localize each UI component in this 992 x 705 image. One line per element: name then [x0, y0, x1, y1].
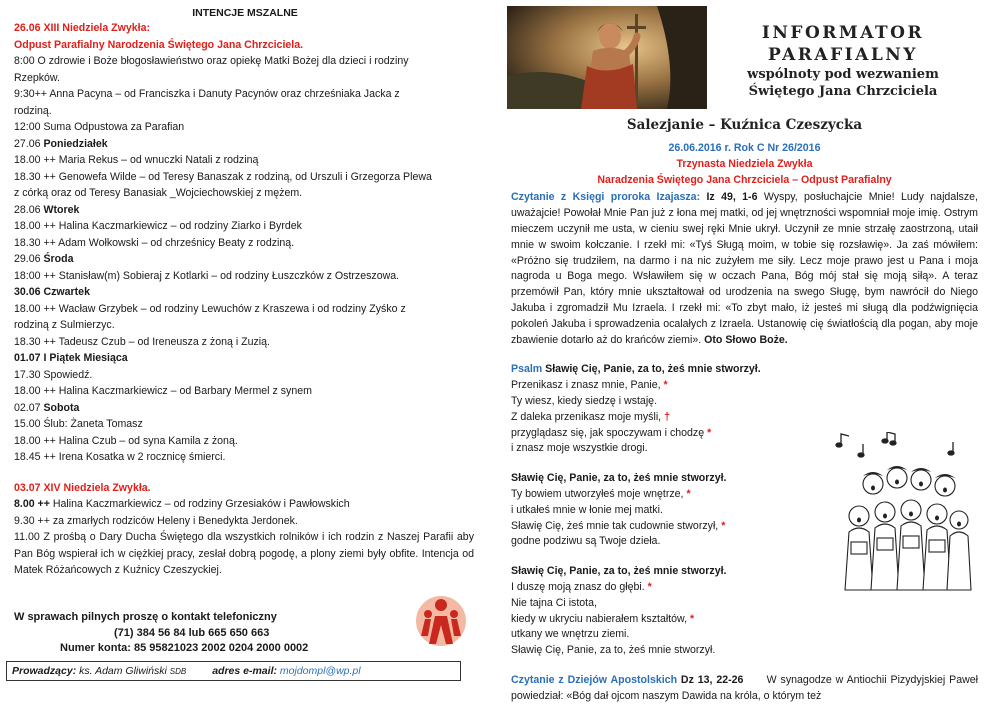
psalm-line: Ty bowiem utworzyłeś moje wnętrze, * [511, 487, 691, 500]
day-date: 27.06 [14, 137, 44, 150]
intention-line: 18.30 ++ Tadeusz Czub – od Ireneusza z żoną i Zuzią. [14, 335, 270, 348]
reading-label: Czytanie z Księgi proroka Izajasza: [511, 191, 701, 204]
feast-name: Naradzenia Świętego Jana Chrzciciela – Odpust Parafialny [597, 173, 892, 186]
footer-box [6, 661, 461, 681]
masthead-title: INFORMATOR [761, 23, 925, 43]
intention-line: 18.00 ++ Halina Kaczmarkiewicz – od rodziny Ziarko i Byrdek [14, 220, 302, 232]
footer-email-label: adres e-mail: [212, 665, 277, 677]
psalm-line: Ty wiesz, kiedy siedzę i wstaję. [511, 394, 658, 407]
day-heading-0307: 03.07 XIV Niedziela Zwykła. [14, 481, 151, 494]
day-name: Poniedziałek [43, 137, 108, 150]
account-number: Numer konta: 85 95821023 2002 0204 2000 0002 [60, 642, 309, 654]
intention-line: rodziną. [14, 104, 52, 117]
intention-line: 17.30 Spowiedź. [14, 368, 93, 381]
intention-line [14, 496, 476, 513]
masthead-title: PARAFIALNY [768, 45, 918, 65]
reading-text: W synagodze w Antiochii Pizydyjskiej Paweł powiedział: «Bóg dał ojcom naszym Dawida na króla, o którym też [511, 673, 981, 702]
psalm-refrain: Sławię Cię, Panie, za to, żeś mnie stworzył. [511, 472, 727, 485]
intention-line: 18.30 ++ Genowefa Wilde – od Teresy Banaszak z rodziną, od Urszuli i Grzegorza Plewa [14, 170, 432, 183]
intention-line: Rzepków. [14, 71, 60, 84]
phone-numbers: (71) 384 56 84 lub 665 650 663 [114, 626, 270, 639]
intention-line: 18.00 ++ Maria Rekus – od wnuczki Natali z rodziną [14, 154, 259, 166]
saint-painting [507, 6, 707, 109]
day-name: Sobota [43, 401, 80, 414]
day-heading-2906 [14, 251, 476, 268]
day-heading-2806 [14, 202, 476, 219]
day-heading-0207 [14, 400, 476, 417]
psalm-line: utkany we wnętrzu ziemi. [511, 628, 630, 641]
intentions-heading: INTENCJE MSZALNE [192, 7, 298, 19]
day-name: Środa [43, 253, 74, 265]
intention-line: 8:00 O zdrowie i Boże błogosławieństwo oraz opiekę Matki Bożej dla dzieci i rodziny [14, 55, 409, 67]
footer-email[interactable]: mojdompl@wp.pl [279, 665, 361, 677]
day-heading-0107: 01.07 I Piątek Miesiąca [14, 352, 128, 364]
reading-ref: Iz 49, 1-6 [700, 191, 758, 204]
psalm-line: godne podziwu są Twoje dzieła. [511, 535, 661, 548]
day-name: Wtorek [43, 203, 80, 216]
masthead [709, 22, 977, 100]
intention-line: 18.45 ++ Irena Kosatka w 2 rocznicę śmierci. [14, 451, 226, 463]
reading-text: Wyspy, posłuchajcie Mnie! Ludy najdalsze, uważajcie! Powołał Mnie Pan już z łona mej matki, od jej wnętrzności wspomniał moje imię. Ostrym mieczem uczynił me usta, w cieniu swej ręki Mnie ukrył. Uczynił ze mnie strzałę zaostrzoną, utaił mnie w swoim kołczanie. I rzekł mi: «Tyś Sługą moim, w tobie się rozsławię». Ja zaś mówiłem: «Próżno się trudziłem, na darmo i na nic zużyłem me siły. Lecz moje prawo jest u Pana i moja nagroda u Boga mego. Wsławiłem się w oczach Pana, Bóg mój stał się moją siłą». A teraz przemówił Pan, który mnie ukształtował od urodzenia na swego Sługę, bym nawrócił do Niego Jakuba i zgromadził Mu Izraela. I rzekł mi: «To zbyt mało, iż jesteś mi sługą dla podźwignięcia pokoleń Jakuba i sprowadzenia ocalałych z Izraela. Ustanowię cię światłością dla pogan, aby moje zbawienie dotarło aż do krańców ziemi». [511, 191, 978, 346]
intention-line: 15.00 Ślub: Żaneta Tomasz [14, 418, 143, 430]
intention-line: 9.30 ++ za zmarłych rodziców Heleny i Benedykta Jerdonek. [14, 514, 298, 527]
footer-name: ks. Adam Gliwiński [76, 665, 170, 677]
psalm-refrain: Sławię Cię, Panie, za to, żeś mnie stworzył. [511, 565, 727, 578]
left-column [14, 0, 476, 579]
sunday-name: Trzynasta Niedziela Zwykła [676, 157, 813, 170]
intention-line: 9:30++ Anna Pacyna – od Franciszka i Danuty Pacynów oraz chrześniaka Jacka z [14, 88, 400, 100]
intention-line: 18.30 ++ Adam Wołkowski – od chrześnicy Beaty z rodziną. [14, 236, 295, 249]
contact-line: W sprawach pilnych proszę o kontakt telefoniczny [14, 611, 277, 623]
intention-line: z córką oraz od Teresy Banasiak _Wojciechowskiej z mężem. [14, 187, 303, 199]
intention-line: 18.00 ++ Halina Czub – od syna Kamila z żoną. [14, 434, 238, 447]
choir-illustration [835, 432, 975, 592]
contact-block [14, 610, 394, 657]
intention-line: 18:00 ++ Stanisław(m) Sobieraj z Kotlarki – od rodziny Łuszczków z Ostrzeszowa. [14, 269, 400, 282]
psalm-line: i znasz moje wszystkie drogi. [511, 442, 648, 455]
intention-time: 8.00 ++ [14, 498, 50, 510]
psalm-line: I duszę moją znasz do głębi. * [511, 580, 652, 593]
psalm-label: Psalm [511, 363, 543, 376]
psalm-line: Nie tajna Ci istota, [511, 596, 597, 609]
psalm-line: Sławię Cię, Panie, za to, żeś mnie stworzył. [511, 644, 716, 657]
psalm-line: Sławię Cię, żeś mnie tak cudownie stworzył, * [511, 519, 726, 532]
reading-end: Oto Słowo Boże. [701, 333, 788, 346]
first-reading [511, 190, 978, 348]
psalm-line: Z daleka przenikasz moje myśli, † [511, 410, 670, 423]
day-date: 29.06 [14, 253, 44, 265]
footer-sdb: SDB [169, 667, 187, 676]
parish-block [511, 117, 978, 133]
psalm-line: Przenikasz i znasz mnie, Panie, * [511, 379, 668, 392]
intention-text: Halina Kaczmarkiewicz – od rodziny Grzesiaków i Pawłowskich [49, 498, 350, 510]
intention-paragraph: 11.00 Z prośbą o Dary Ducha Świętego dla wszystkich rolników i ich rodzin z Naszej Parafii aby Pan Bóg wspierał ich w ciężkiej pracy, zesłał dobrą pogodę, a plony ziemi były obfite. Intencja od Matek Różańcowych z Kuźnicy Czeszyckiej. [14, 531, 474, 576]
day-date: 02.07 [14, 401, 44, 414]
intention-line: rodziną z Sulmierzyc. [14, 319, 115, 331]
reading-label: Czytanie z Dziejów Apostolskich [511, 673, 678, 686]
day-heading-2706 [14, 136, 476, 153]
psalm-heading [511, 362, 978, 378]
psalm-line: kiedy w ukryciu nabierałem kształtów, * [511, 612, 695, 625]
intention-line: 18.00 ++ Wacław Grzybek – od rodziny Lewuchów z Kraszewa i od rodziny Zyśko z [14, 302, 406, 315]
right-column [511, 141, 981, 705]
second-reading [511, 673, 981, 705]
psalm-line: przyglądasz się, jak spoczywam i chodzę * [511, 426, 712, 439]
psalm-line: i utkałeś mnie w łonie mej matki. [511, 503, 663, 516]
psalm-refrain: Sławię Cię, Panie, za to, żeś mnie stworzył. [545, 363, 761, 376]
intention-line: 18.00 ++ Halina Kaczmarkiewicz – od Barbary Mermel z synem [14, 385, 312, 397]
day-date: 28.06 [14, 203, 44, 216]
footer-label: Prowadzący: [12, 665, 77, 677]
issue-date: 26.06.2016 r. Rok C Nr 26/2016 [668, 142, 821, 154]
feast-heading: Odpust Parafialny Narodzenia Świętego Jana Chrzciciela. [14, 38, 304, 51]
intention-line: 12:00 Suma Odpustowa za Parafian [14, 121, 185, 133]
sunday-heading: 26.06 XIII Niedziela Zwykła: [14, 22, 151, 34]
masthead-subtitle: Świętego Jana Chrzciciela [748, 84, 938, 99]
masthead-subtitle: wspólnoty pod wezwaniem [747, 67, 939, 82]
reading-ref: Dz 13, 22-26 [677, 673, 744, 686]
salesian-logo [415, 592, 467, 650]
day-heading-3006: 30.06 Czwartek [14, 286, 90, 298]
parish-name: Salezjanie – Kuźnica Czeszycka [626, 117, 863, 133]
